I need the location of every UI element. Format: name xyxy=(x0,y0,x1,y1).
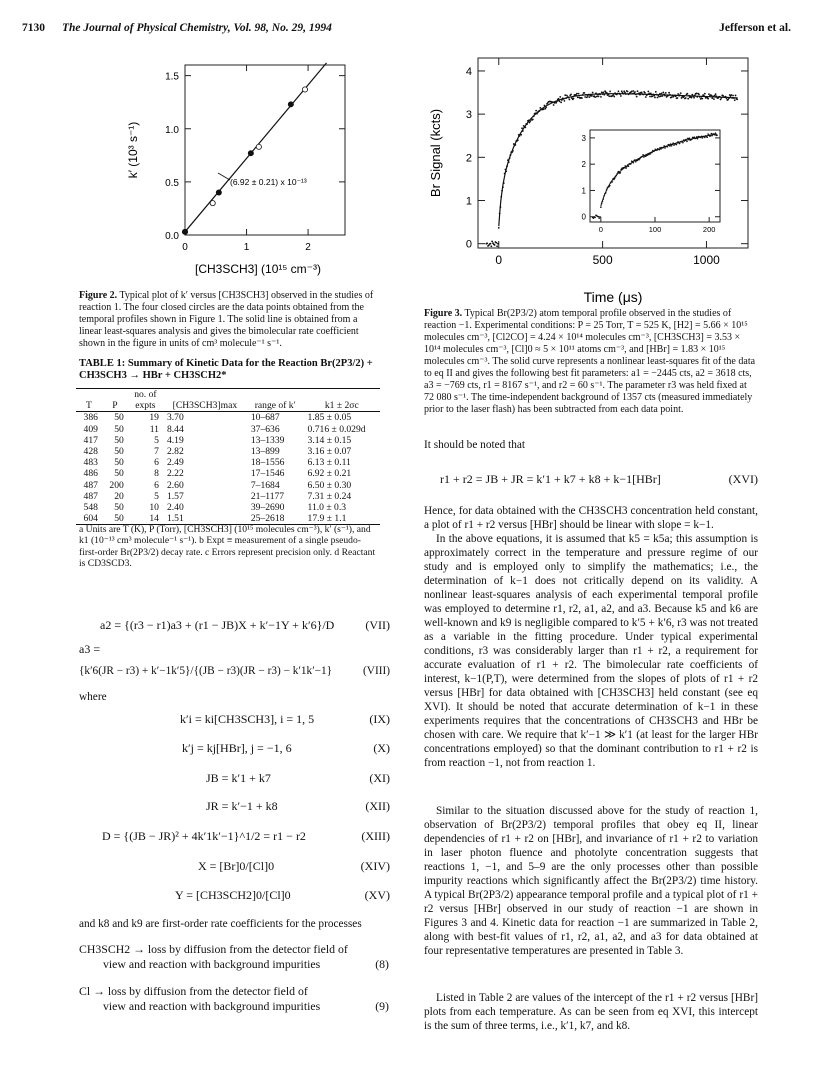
table1-row xyxy=(76,457,380,468)
figure3-ytick-label: 3 xyxy=(465,109,472,122)
table1-cell: 386 xyxy=(83,412,98,424)
equation-x: k′j = kj[HBr], j = −1, 6 (X) xyxy=(182,741,390,755)
figure3-data-point xyxy=(627,91,629,93)
figure3-data-point xyxy=(660,95,662,97)
figure3-inset-data-point xyxy=(679,143,681,145)
table1 xyxy=(76,388,380,525)
table1-cell: 7 xyxy=(154,446,159,458)
figure3-data-point xyxy=(564,100,566,102)
figure2-xtick-label: 1 xyxy=(243,242,250,253)
table1-header-p: P xyxy=(102,400,128,412)
figure2-xlabel: [CH3SCH3] (10¹⁵ cm⁻³) xyxy=(195,262,321,276)
table1-cell: 50 xyxy=(114,446,124,458)
figure3-inset-data-point xyxy=(594,216,596,218)
table1-cell: 5 xyxy=(154,434,159,446)
table1-cell: 39–2690 xyxy=(250,502,285,514)
figure3-data-point xyxy=(686,93,688,95)
figure3-inset-xtick-label: 200 xyxy=(702,225,716,234)
figure2-open-point xyxy=(210,201,215,206)
figure2-closed-point xyxy=(248,151,253,156)
figure3-inset-frame xyxy=(590,130,720,222)
table1-row xyxy=(76,412,380,424)
figure3-inset-data-point xyxy=(704,137,706,139)
table1-cell: 13–1339 xyxy=(250,434,285,446)
table1-cell: 37–636 xyxy=(250,423,280,435)
figure3-data-point xyxy=(734,99,736,101)
figure2-frame xyxy=(185,65,345,235)
figure3-data-point xyxy=(566,95,568,97)
table1-footnote: a Units are T (K), P (Torr), [CH3SCH3] (10¹⁵ molecules cm⁻³), k′ (s⁻¹), and k1 (10⁻¹³ cm³ molecule⁻¹ s⁻¹). b Expt ≡ measurement of a single pseudo-first-order Br(2P3/2) decay rate. c Errors represent precision only. d Reactant is CD3SCD3. xyxy=(79,524,376,570)
equation-ix: k′i = ki[CH3SCH3], i = 1, 5 (IX) xyxy=(180,712,390,726)
table1-title: TABLE 1: Summary of Kinetic Data for the Reaction Br(2P3/2) + CH3SCH3 → HBr + CH3SCH2* xyxy=(79,358,373,381)
figure2-closed-point xyxy=(182,229,187,234)
table1-cell: 3.70 xyxy=(166,412,184,424)
figure3-data-point xyxy=(608,95,610,97)
figure3-data-point xyxy=(613,96,615,98)
table1-cell: 6.50 ± 0.30 xyxy=(307,479,352,491)
table1-cell: 2.22 xyxy=(166,468,184,480)
table1-cell: 14 xyxy=(128,513,163,525)
table1-cell: 2.40 xyxy=(166,502,184,514)
figure3-data-point xyxy=(577,96,579,98)
table1-cell: 11 xyxy=(149,423,159,435)
figure3-data-point xyxy=(568,99,570,101)
figure3-data-point xyxy=(497,243,499,245)
figure2-ytick-label: 1.5 xyxy=(165,71,179,83)
table1-cell: 7–1684 xyxy=(250,479,280,491)
figure3-data-point xyxy=(668,92,670,94)
table1-cell: 10 xyxy=(149,502,159,514)
figure3-data-point xyxy=(539,107,541,109)
table1-cell: 50 xyxy=(114,468,124,480)
figure3-data-point xyxy=(570,94,572,96)
figure3-data-point xyxy=(594,96,596,98)
table1-cell: 1.85 ± 0.05 xyxy=(307,412,352,424)
figure3-data-point xyxy=(649,96,651,98)
table1-cell: 409 xyxy=(83,423,98,435)
figure3-data-point xyxy=(708,93,710,95)
figure3-ytick-label: 2 xyxy=(465,152,472,165)
figure3-caption: Figure 3. Typical Br(2P3/2) atom temporal profile observed in the studies of reaction −1. Experimental conditions: P = 25 Torr, T = 525 K, [H2] = 5.66 × 10¹⁵ molecules cm⁻³, [Cl2CO] = 4.24 × 10¹⁴ molecules cm⁻³, [CH3SCH3] = 3.53 × 10¹⁴ molecules cm⁻³, [Cl]0 ≈ 5 × 10¹¹ atoms cm⁻³, and [HBr] = 1.83 × 10¹⁵ molecules cm⁻³. The solid curve represents a nonlinear least-squares fit of the data to eq II and gives the following best fit parameters: a1 = −2445 cts, a2 = 3618 cts, a3 = −769 cts, r1 = 8167 s⁻¹, and r2 = 60 s⁻¹. The parameter r3 was held fixed at 72 080 s⁻¹. The time-independent background of 1357 cts (measured immediately prior to the laser flash) has been subtracted from each data point. xyxy=(424,308,756,415)
figure3-data-point xyxy=(573,98,575,100)
table1-cell: 417 xyxy=(83,434,98,446)
figure3-data-point xyxy=(636,96,638,98)
table1-cell: 17.9 ± 1.1 xyxy=(304,513,380,525)
figure3-xtick-label: 0 xyxy=(495,253,503,267)
table1-cell: 6 xyxy=(154,457,159,469)
figure3-data-point xyxy=(600,96,602,98)
equation-xiii: D = {(JB − JR)² + 4k′1k′−1}^1/2 = r1 − r2 (XIII) xyxy=(102,829,390,843)
figure3-chart xyxy=(420,50,760,310)
equation-viii: {k′6(JR − r3) + k′−1k′5}/{(JB − r3)(JR − r3) − k′1k′−1} (VIII) xyxy=(79,665,390,677)
table1-cell: 50 xyxy=(102,513,128,525)
table1-cell: 21–1177 xyxy=(250,490,285,502)
table1-row xyxy=(76,468,380,479)
equation-xv: Y = [CH3SCH2]0/[Cl]0 (XV) xyxy=(175,888,390,902)
figure3-data-point xyxy=(496,245,498,247)
figure2-ytick-label: 0.0 xyxy=(165,231,179,242)
figure3-data-point xyxy=(560,101,562,103)
equation-vii: a2 = {(r3 − r1)a3 + (r1 − JB)X + k′−1Y + k′6}/D (VII) xyxy=(100,618,390,632)
figure3-data-point xyxy=(671,96,673,98)
figure3-data-point xyxy=(657,97,659,99)
body-paragraph-1: It should be noted that xyxy=(424,439,526,451)
table1-cell: 6.92 ± 0.21 xyxy=(307,468,352,480)
figure3-data-point xyxy=(584,96,586,98)
figure2-ytick-label: 1.0 xyxy=(165,124,179,136)
figure3-inset-data-point xyxy=(600,206,602,208)
figure3-data-point xyxy=(632,90,634,92)
figure3-data-point xyxy=(676,97,678,99)
figure3-data-point xyxy=(644,92,646,94)
figure3-ytick-label: 1 xyxy=(465,195,472,208)
table1-cell: 13–899 xyxy=(250,446,280,458)
figure3-data-point xyxy=(535,110,537,112)
figure3-inset-data-point xyxy=(599,216,601,218)
figure3-data-point xyxy=(583,92,585,94)
figure3-inset-ytick-label: 0 xyxy=(581,212,586,222)
figure2-closed-point xyxy=(288,102,293,107)
figure3-data-point xyxy=(490,245,492,247)
figure3-data-point xyxy=(592,92,594,94)
figure3-data-point xyxy=(495,242,497,244)
figure3-data-point xyxy=(711,95,713,97)
table1-cell: 487 xyxy=(83,490,98,502)
figure3-data-point xyxy=(647,90,649,92)
figure3-inset-data-point xyxy=(682,142,684,144)
figure3-inset-ytick-label: 1 xyxy=(581,186,586,196)
figure3-data-point xyxy=(598,95,600,97)
table1-cell: 200 xyxy=(109,479,124,491)
table1-cell: 50 xyxy=(114,502,124,514)
figure3-data-point xyxy=(736,98,738,100)
table1-header-range: range of k′ xyxy=(247,400,304,412)
table1-cell: 50 xyxy=(114,423,124,435)
figure3-data-point xyxy=(693,97,695,99)
figure3-data-point xyxy=(704,93,706,95)
table1-cell: 2.49 xyxy=(166,457,184,469)
figure3-data-point xyxy=(645,96,647,98)
figure3-ylabel: Br Signal (kcts) xyxy=(428,108,443,198)
figure2-xtick-label: 2 xyxy=(305,242,311,253)
figure3-data-point xyxy=(498,227,500,229)
table1-cell: 548 xyxy=(83,502,98,514)
figure3-data-point xyxy=(698,94,700,96)
figure3-data-point xyxy=(658,96,660,98)
figure3-data-point xyxy=(687,98,689,100)
figure3-data-point xyxy=(677,93,679,95)
table1-cell: 20 xyxy=(114,490,124,502)
table1-row xyxy=(76,491,380,502)
table1-cell: 487 xyxy=(83,479,98,491)
figure3-data-point xyxy=(707,98,709,100)
figure3-data-point xyxy=(581,97,583,99)
figure3-ytick-label: 4 xyxy=(465,65,472,78)
table1-cell: 604 xyxy=(76,513,102,525)
figure3-xtick-label: 500 xyxy=(592,253,613,267)
table1-row xyxy=(76,446,380,457)
table1-cell: 8.44 xyxy=(166,423,184,435)
where-text: where xyxy=(79,691,107,703)
body-paragraph-5: Listed in Table 2 are values of the intercept of the r1 + r2 versus [HBr] plots from each temperature. As can be seen from eq XVI, this intercept is the sum of three terms, i.e., k′1, k7, and k8. xyxy=(424,992,758,1032)
figure3-data-point xyxy=(603,91,605,93)
table1-cell: 8 xyxy=(154,468,159,480)
equation-xvi: r1 + r2 = JB + JR = k′1 + k7 + k8 + k−1[HBr] (XVI) xyxy=(440,472,758,486)
figure3-data-point xyxy=(720,99,722,101)
table1-row xyxy=(76,502,380,513)
figure3-data-point xyxy=(490,243,492,245)
figure2-caption: Figure 2. Typical plot of k′ versus [CH3SCH3] observed in the studies of reaction 1. The four closed circles are the data points obtained from the temporal profiles shown in Figure 1. The solid line is obtained from a linear least-squares analysis and gives the bimolecular rate coefficient shown in the figure in units of cm³ molecule⁻¹ s⁻¹. xyxy=(79,290,374,349)
figure2-open-point xyxy=(302,87,307,92)
table1-header-nexp-top: no. of xyxy=(128,389,163,401)
figure2-chart xyxy=(80,55,380,280)
figure3-data-point xyxy=(634,91,636,93)
table1-cell: 2.60 xyxy=(166,479,184,491)
figure2-annotation: (6.92 ± 0.21) x 10⁻¹³ xyxy=(230,177,307,187)
figure3-data-point xyxy=(637,90,639,92)
figure3-data-point xyxy=(576,93,578,95)
table1-cell: 5 xyxy=(154,490,159,502)
figure3-data-point xyxy=(620,95,622,97)
figure3-data-point xyxy=(609,91,611,93)
table1-header-nexp: expts xyxy=(128,400,163,412)
table1-header-t: T xyxy=(76,400,102,412)
figure3-data-point xyxy=(553,104,555,106)
journal-title: The Journal of Physical Chemistry, Vol. 98, No. 29, 1994 xyxy=(62,22,332,34)
figure3-data-point xyxy=(596,96,598,98)
equation-xi: JB = k′1 + k7 (XI) xyxy=(206,771,390,785)
page-number: 7130 xyxy=(22,22,45,34)
figure2-annotation-leader xyxy=(218,173,230,180)
table1-cell: 486 xyxy=(83,468,98,480)
table1-row xyxy=(76,424,380,435)
figure3-data-point xyxy=(559,96,561,98)
equation-viii-lhs: a3 = xyxy=(79,642,101,656)
figure3-data-point xyxy=(661,92,663,94)
table1-cell: 0.716 ± 0.029d xyxy=(307,423,366,435)
table1-cell: 50 xyxy=(114,457,124,469)
figure3-inset-ytick-label: 3 xyxy=(581,133,586,143)
figure3-data-point xyxy=(715,93,717,95)
figure3-inset-data-point xyxy=(711,133,713,135)
body-paragraph-4: Similar to the situation discussed above for the study of reaction 1, observation of Br(2P3/2) temporal profiles that obey eq II, linear dependencies of r1 + r2 on [HBr], and invariance of r1 + r2 to variation in laser photon fluence and photolyte concentration suggests that reactions 1, −1, and 5–9 are the only processes other than possible impurity reactions which significantly affect the Br(2P3/2) time history. A typical Br(2P3/2) appearance temporal profile and a typical plot of r1 + r2 versus [HBr] observed in our study of reaction −1 are shown in Figures 3 and 4. Kinetic data for reaction −1 are summarized in Table 2, along with best-fit values of r1, r2, a1, a2, and a3 for data obtained at four representative temperatures are presented in Table 3. xyxy=(424,805,758,957)
figure3-data-point xyxy=(641,92,643,94)
figure3-inset-ytick-label: 2 xyxy=(581,160,586,170)
figure3-data-point xyxy=(588,96,590,98)
table1-cell: 2.82 xyxy=(166,446,184,458)
table1-row xyxy=(76,435,380,446)
figure3-xtick-label: 1000 xyxy=(693,253,720,267)
figure3-data-point xyxy=(696,93,698,95)
figure3-inset-xtick-label: 100 xyxy=(648,225,662,234)
figure3-inset-xtick-label: 0 xyxy=(598,225,603,234)
figure3-data-point xyxy=(691,97,693,99)
table1-cell: 483 xyxy=(83,457,98,469)
figure3-data-point xyxy=(564,94,566,96)
body-paragraph-3: In the above equations, it is assumed that k5 = k5a; this assumption is approximately correct in the temperature and pressure regime of our study and is employed only to simplify the mathematics; i.e., the determination of k−1 does not critically depend on its validity. A nonlinear least-squares analysis of each experimental temporal profile was employed to determine r1, r2, a1, a2, and a3. Because k5 and k6 are well-known and k9 is negligible compared to k′5 + k′6, r3 was not treated as a variable in the fitting procedure. Under typical experimental conditions, r3 was considerably larger than r1 + r2, a requirement for accurate evaluation of r1 + r2. The bimolecular rate coefficients of interest, k−1(P,T), were determined from the slopes of plots of r1 + r2 versus [HBr] for data obtained with [CH3SCH3] held constant (see eq XVI). It should be noted that accurate determination of k−1 in these experiments requires that the concentrations of CH3SCH3 and HBr be chosen with care. We require that k′−1 ≫ k′1 (at least for the larger HBr concentrations employed) so that the dominant contribution to r1 + r2 is from reaction −1, not from reaction 1. xyxy=(424,533,758,769)
figure3-data-point xyxy=(711,97,713,99)
table1-cell: 6.13 ± 0.11 xyxy=(307,457,351,469)
figure3-data-point xyxy=(491,240,493,242)
table1-cell: 25–2618 xyxy=(247,513,304,525)
figure3-data-point xyxy=(662,91,664,93)
table1-cell: 50 xyxy=(114,412,124,424)
figure3-inset-data-point xyxy=(686,141,688,143)
figure3-data-point xyxy=(681,97,683,99)
process-8: CH3SCH2 → loss by diffusion from the detector field of view and reaction with background impurities (8) xyxy=(79,942,389,971)
body-paragraph-2: Hence, for data obtained with the CH3SCH3 concentration held constant, a plot of r1 + r2 versus [HBr] should be linear with slope = k−1. xyxy=(424,505,758,531)
figure3-data-point xyxy=(665,92,667,94)
table1-cell: 18–1556 xyxy=(250,457,285,469)
figure3-data-point xyxy=(732,95,734,97)
figure2-open-point xyxy=(256,144,261,149)
figure3-data-point xyxy=(618,90,620,92)
table1-cell: 19 xyxy=(149,412,159,424)
table1-cell: 1.57 xyxy=(166,490,184,502)
table1-cell: 3.14 ± 0.15 xyxy=(307,434,352,446)
figure3-data-point xyxy=(713,98,715,100)
figure3-data-point xyxy=(735,95,737,97)
figure3-inset-data-point xyxy=(689,137,691,139)
figure3-ytick-label: 0 xyxy=(465,238,472,251)
figure3-inset-data-point xyxy=(706,136,708,138)
figure3-data-point xyxy=(578,93,580,95)
table1-cell: 7.31 ± 0.24 xyxy=(307,490,352,502)
figure2-xtick-label: 0 xyxy=(182,242,188,253)
table1-cell: 10–687 xyxy=(250,412,280,424)
equation-xiv: X = [Br]0/[Cl]0 (XIV) xyxy=(198,859,390,873)
figure3-inset-data-point xyxy=(598,216,600,218)
processes-intro: and k8 and k9 are first-order rate coefficients for the processes xyxy=(79,918,362,930)
figure3-inset-data-point xyxy=(676,144,678,146)
figure3-inset-data-point xyxy=(716,134,718,136)
figure3-data-point xyxy=(701,98,703,100)
table1-cell: 428 xyxy=(83,446,98,458)
table1-cell: 3.16 ± 0.07 xyxy=(307,446,352,458)
running-authors: Jefferson et al. xyxy=(719,22,791,34)
table1-cell: 1.51 xyxy=(163,513,247,525)
figure3-data-point xyxy=(685,97,687,99)
figure3-data-point xyxy=(652,95,654,97)
figure3-xlabel: Time (μs) xyxy=(583,289,643,305)
equation-xii: JR = k′−1 + k8 (XII) xyxy=(206,799,390,813)
figure3-data-point xyxy=(532,118,534,120)
figure3-data-point xyxy=(631,90,633,92)
figure3-data-point xyxy=(680,92,682,94)
table1-header-conc: [CH3SCH3]max xyxy=(163,400,247,412)
figure3-data-point xyxy=(654,97,656,99)
figure2-ytick-label: 0.5 xyxy=(165,177,179,189)
table1-cell: 6 xyxy=(154,479,159,491)
table1-cell: 50 xyxy=(114,434,124,446)
table1-cell: 17–1546 xyxy=(250,468,285,480)
table1-header-k1: k1 ± 2σc xyxy=(304,400,380,412)
figure3-data-point xyxy=(486,242,488,244)
process-9: Cl → loss by diffusion from the detector field of view and reaction with background impurities (9) xyxy=(79,984,389,1013)
table1-cell: 4.19 xyxy=(166,434,184,446)
figure2-ylabel: k′ (10³ s⁻¹) xyxy=(126,121,140,179)
figure3-data-point xyxy=(601,91,603,93)
figure3-data-point xyxy=(730,94,732,96)
table1-cell: 11.0 ± 0.3 xyxy=(307,502,347,514)
table1-row xyxy=(76,480,380,491)
figure3-data-point xyxy=(655,91,657,93)
figure2-closed-point xyxy=(216,190,221,195)
figure3-data-point xyxy=(494,244,496,246)
